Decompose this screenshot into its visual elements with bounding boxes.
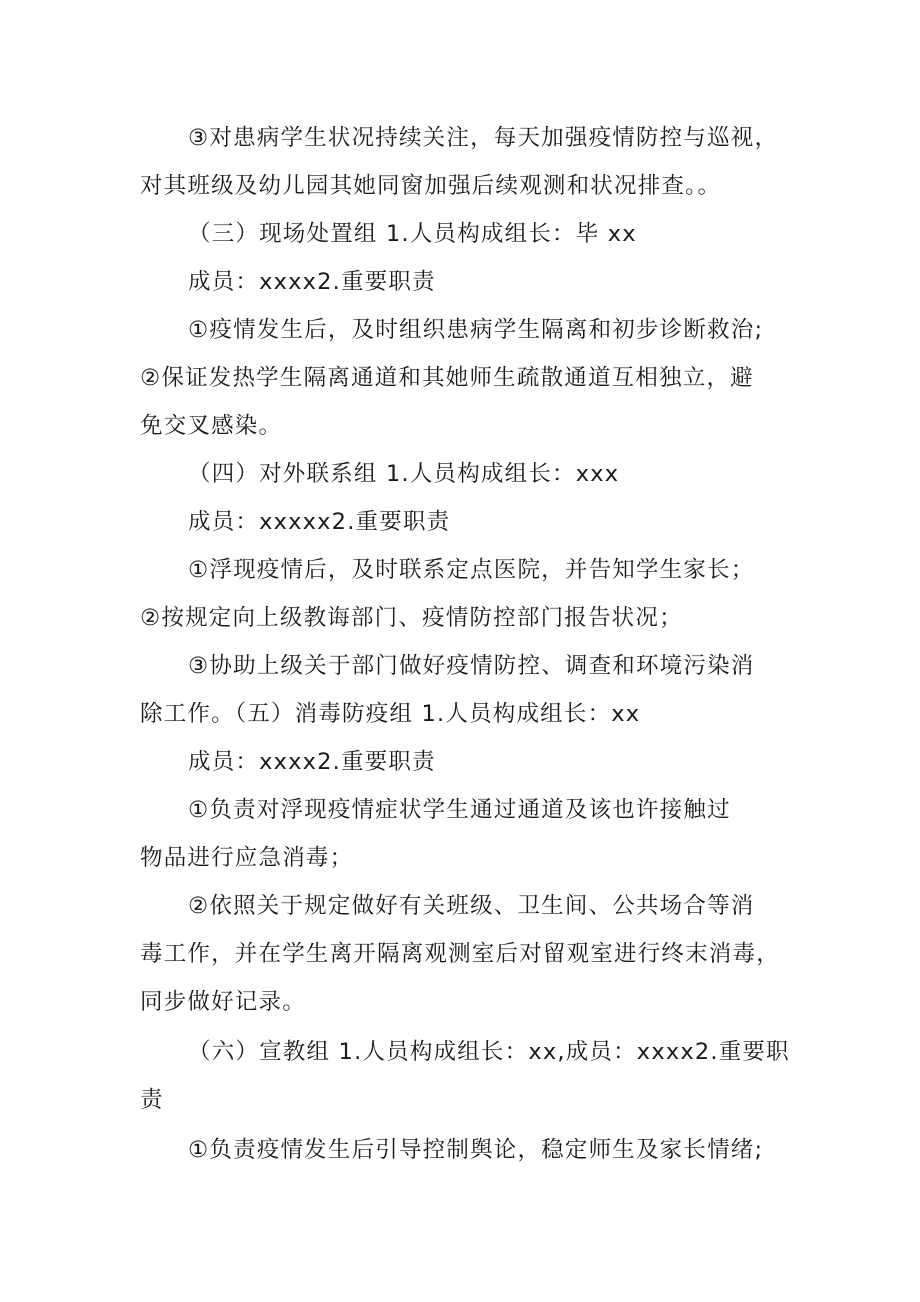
text-line-18: 毒工作，并在学生离开隔离观测室后对留观室进行终末消毒，: [140, 941, 780, 967]
text-line-6: ②保证发热学生隔离通道和其她师生疏散通道互相独立，避: [140, 365, 754, 391]
text-line-1: ③对患病学生状况持续关注，每天加强疫情防控与巡视，: [188, 125, 779, 151]
text-line-17: ②依照关于规定做好有关班级、卫生间、公共场合等消: [188, 893, 755, 919]
text-line-15: ①负责对浮现疫情症状学生通过通道及该也许接触过: [188, 797, 731, 823]
text-line-11: ②按规定向上级教诲部门、疫情防控部门报告状况；: [140, 605, 683, 631]
text-line-7: 免交叉感染。: [140, 413, 283, 439]
text-line-9: 成员：xxxxx2.重要职责: [188, 509, 451, 535]
section-heading-three: （三）现场处置组 1.人员构成组长：毕 xx: [188, 221, 637, 247]
text-line-12: ③协助上级关于部门做好疫情防控、调查和环境污染消: [188, 653, 755, 679]
text-line-14: 成员：xxxx2.重要职责: [188, 749, 436, 775]
text-line-16: 物品进行应急消毒；: [140, 845, 354, 871]
text-line-10: ①浮现疫情后，及时联系定点医院，并告知学生家长；: [188, 557, 755, 583]
text-line-4: 成员：xxxx2.重要职责: [188, 269, 436, 295]
section-heading-five: 除工作。（五）消毒防疫组 1.人员构成组长：xx: [140, 701, 641, 727]
text-line-2: 对其班级及幼儿园其她同窗加强后续观测和状况排查。。: [140, 173, 722, 199]
text-line-21: 责: [140, 1087, 164, 1113]
section-heading-four: （四）对外联系组 1.人员构成组长：xxx: [188, 461, 620, 487]
section-heading-six: （六）宣教组 1.人员构成组长：xx,成员：xxxx2.重要职: [188, 1039, 790, 1065]
text-line-22: ①负责疫情发生后引导控制舆论，稳定师生及家长情绪;: [188, 1137, 764, 1163]
text-line-19: 同步做好记录。: [140, 989, 306, 1015]
text-line-5: ①疫情发生后，及时组织患病学生隔离和初步诊断救治;: [188, 317, 764, 343]
